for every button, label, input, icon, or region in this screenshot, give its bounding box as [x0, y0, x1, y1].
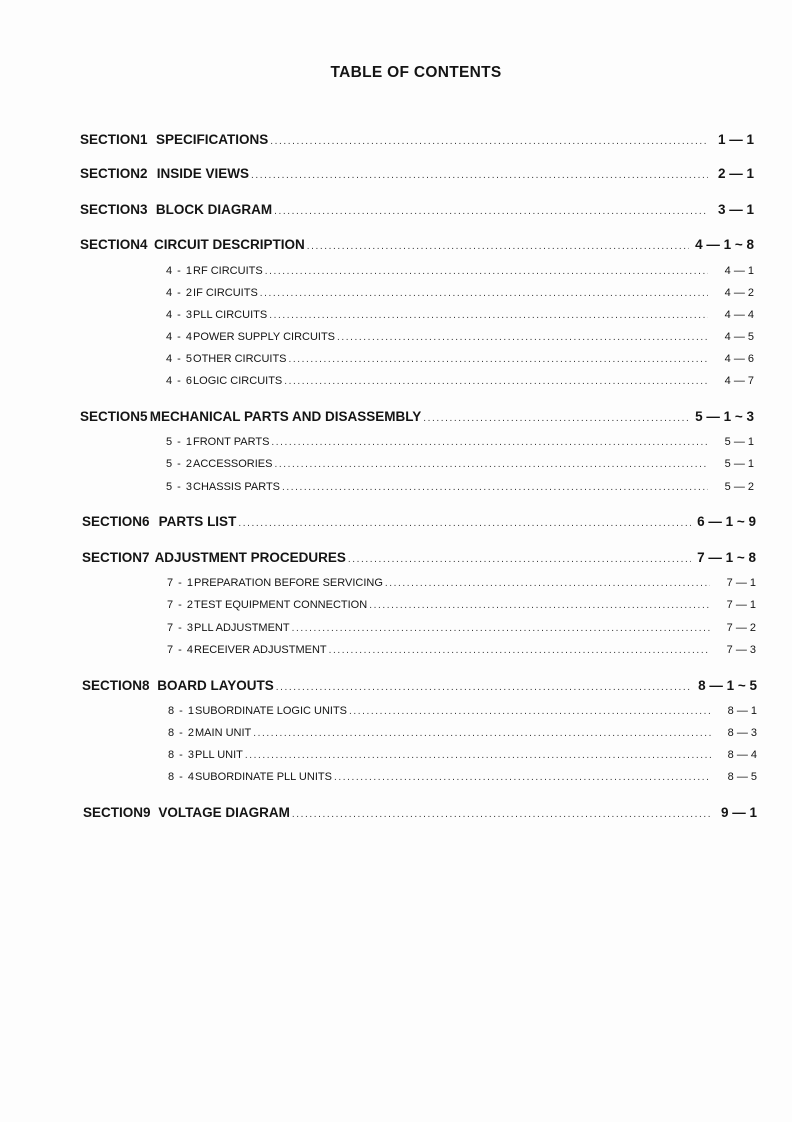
dot-leader	[423, 413, 689, 424]
toc-subsection	[166, 287, 754, 299]
subsection-number: 7 - 1	[167, 577, 195, 589]
subsection-title: RF CIRCUITS	[193, 265, 263, 277]
section-title: PARTS LIST	[158, 514, 237, 529]
section-title: ADJUSTMENT PROCEDURES	[154, 550, 346, 565]
dot-leader	[253, 728, 711, 739]
subsection-number: 7 - 3	[167, 622, 195, 634]
page-title: TABLE OF CONTENTS	[330, 64, 502, 81]
dot-leader	[238, 518, 691, 529]
page-ref: 5 — 2	[724, 481, 754, 493]
section-title: BOARD LAYOUTS	[157, 678, 274, 693]
page-ref: 1 — 1	[717, 132, 754, 147]
toc-section-8	[82, 678, 757, 693]
toc-section-2	[80, 166, 754, 181]
toc-subsection	[166, 331, 754, 343]
section-label: SECTION	[80, 409, 141, 424]
page-ref: 4 — 1 ~ 8	[695, 237, 754, 252]
toc-subsection	[168, 749, 757, 761]
dot-leader	[369, 600, 710, 611]
section-title: MECHANICAL PARTS AND DISASSEMBLY	[149, 409, 422, 424]
page-ref: 7 — 1	[726, 577, 756, 589]
toc-section-7	[82, 550, 756, 565]
section-number: 7	[142, 550, 150, 565]
section-number: 1	[140, 132, 148, 147]
toc-section-1	[80, 132, 754, 147]
toc-subsection	[166, 458, 754, 470]
subsection-title: OTHER CIRCUITS	[193, 353, 287, 365]
toc-subsection	[166, 436, 754, 448]
dot-leader	[269, 310, 708, 321]
toc-section-3	[80, 202, 754, 217]
subsection-number: 5 - 3	[166, 481, 194, 493]
subsection-title: SUBORDINATE LOGIC UNITS	[195, 705, 347, 717]
dot-leader	[274, 459, 708, 470]
subsection-number: 4 - 3	[166, 309, 194, 321]
subsection-number: 5 - 2	[166, 458, 194, 470]
subsection-title: RECEIVER ADJUSTMENT	[194, 644, 327, 656]
dot-leader	[292, 809, 711, 820]
dot-leader	[251, 170, 708, 181]
section-title: INSIDE VIEWS	[156, 166, 249, 181]
page-ref: 5 — 1	[724, 458, 754, 470]
dot-leader	[265, 266, 708, 277]
section-number: 2	[140, 166, 148, 181]
toc-subsection	[168, 771, 757, 783]
page-ref: 4 — 2	[724, 287, 754, 299]
page-ref: 7 — 2	[726, 622, 756, 634]
dot-leader	[385, 578, 710, 589]
page-ref: 8 — 1 ~ 5	[698, 678, 757, 693]
toc-subsection	[168, 727, 757, 739]
subsection-title: PLL ADJUSTMENT	[194, 622, 290, 634]
section-label: SECTION	[80, 132, 141, 147]
subsection-title: ACCESSORIES	[193, 458, 273, 470]
page-ref: 6 — 1 ~ 9	[697, 514, 756, 529]
subsection-number: 7 - 2	[167, 599, 195, 611]
subsection-title: LOGIC CIRCUITS	[193, 375, 283, 387]
dot-leader	[307, 241, 689, 252]
dot-leader	[292, 623, 710, 634]
subsection-number: 8 - 3	[168, 749, 196, 761]
toc-subsection	[167, 577, 756, 589]
dot-leader	[271, 437, 708, 448]
subsection-number: 5 - 1	[166, 436, 194, 448]
page-ref: 9 — 1	[720, 805, 757, 820]
page-ref: 4 — 7	[724, 375, 754, 387]
subsection-title: PREPARATION BEFORE SERVICING	[194, 577, 383, 589]
page-ref: 7 — 1	[726, 599, 756, 611]
page-ref: 4 — 5	[724, 331, 754, 343]
subsection-title: SUBORDINATE PLL UNITS	[195, 771, 332, 783]
subsection-title: PLL UNIT	[195, 749, 243, 761]
subsection-number: 4 - 4	[166, 331, 194, 343]
section-label: SECTION	[80, 202, 141, 217]
subsection-title: PLL CIRCUITS	[193, 309, 268, 321]
dot-leader	[334, 772, 711, 783]
section-title: VOLTAGE DIAGRAM	[158, 805, 290, 820]
section-title: CIRCUIT DESCRIPTION	[153, 237, 305, 252]
dot-leader	[260, 288, 708, 299]
dot-leader	[337, 332, 708, 343]
toc-subsection	[167, 644, 756, 656]
dot-leader	[245, 750, 711, 761]
section-label: SECTION	[82, 550, 143, 565]
page-ref: 8 — 1	[727, 705, 757, 717]
section-title: SPECIFICATIONS	[156, 132, 269, 147]
page-ref: 8 — 3	[727, 727, 757, 739]
subsection-number: 4 - 2	[166, 287, 194, 299]
toc-subsection	[166, 353, 754, 365]
section-label: SECTION	[82, 678, 143, 693]
section-number: 5	[140, 409, 148, 424]
section-label: SECTION	[80, 237, 141, 252]
toc-section-5	[80, 409, 754, 424]
section-label: SECTION	[83, 805, 144, 820]
section-number: 9	[143, 805, 151, 820]
page-ref: 8 — 5	[727, 771, 757, 783]
page-ref: 2 — 1	[717, 166, 754, 181]
section-number: 6	[142, 514, 150, 529]
subsection-title: TEST EQUIPMENT CONNECTION	[194, 599, 368, 611]
page-ref: 7 — 3	[726, 644, 756, 656]
page-ref: 4 — 1	[724, 265, 754, 277]
toc-section-4	[80, 237, 754, 252]
dot-leader	[282, 482, 708, 493]
page-ref: 4 — 6	[724, 353, 754, 365]
dot-leader	[276, 682, 692, 693]
dot-leader	[284, 376, 708, 387]
toc-subsection	[166, 481, 754, 493]
toc-subsection	[166, 265, 754, 277]
section-number: 4	[140, 237, 148, 252]
subsection-title: MAIN UNIT	[195, 727, 252, 739]
page-ref: 3 — 1	[717, 202, 754, 217]
toc-section-6	[82, 514, 756, 529]
page-ref: 4 — 4	[724, 309, 754, 321]
subsection-number: 7 - 4	[167, 644, 195, 656]
toc-subsection	[167, 599, 756, 611]
toc-subsection	[166, 375, 754, 387]
toc-subsection	[168, 705, 757, 717]
toc-subsection	[167, 622, 756, 634]
subsection-title: POWER SUPPLY CIRCUITS	[193, 331, 336, 343]
page-ref: 5 — 1	[724, 436, 754, 448]
subsection-title: FRONT PARTS	[193, 436, 270, 448]
subsection-number: 4 - 5	[166, 353, 194, 365]
subsection-title: IF CIRCUITS	[193, 287, 258, 299]
section-title: BLOCK DIAGRAM	[155, 202, 273, 217]
subsection-number: 8 - 1	[168, 705, 196, 717]
page-ref: 8 — 4	[727, 749, 757, 761]
dot-leader	[270, 136, 708, 147]
dot-leader	[329, 645, 710, 656]
dot-leader	[274, 206, 708, 217]
section-label: SECTION	[82, 514, 143, 529]
dot-leader	[348, 554, 691, 565]
section-number: 3	[140, 202, 148, 217]
section-number: 8	[142, 678, 150, 693]
subsection-number: 8 - 2	[168, 727, 196, 739]
page-ref: 7 — 1 ~ 8	[697, 550, 756, 565]
subsection-number: 4 - 6	[166, 375, 194, 387]
section-label: SECTION	[80, 166, 141, 181]
dot-leader	[289, 354, 708, 365]
subsection-title: CHASSIS PARTS	[193, 481, 281, 493]
dot-leader	[349, 706, 711, 717]
toc-subsection	[166, 309, 754, 321]
page-ref: 5 — 1 ~ 3	[695, 409, 754, 424]
subsection-number: 8 - 4	[168, 771, 196, 783]
toc-section-9	[83, 805, 757, 820]
subsection-number: 4 - 1	[166, 265, 194, 277]
